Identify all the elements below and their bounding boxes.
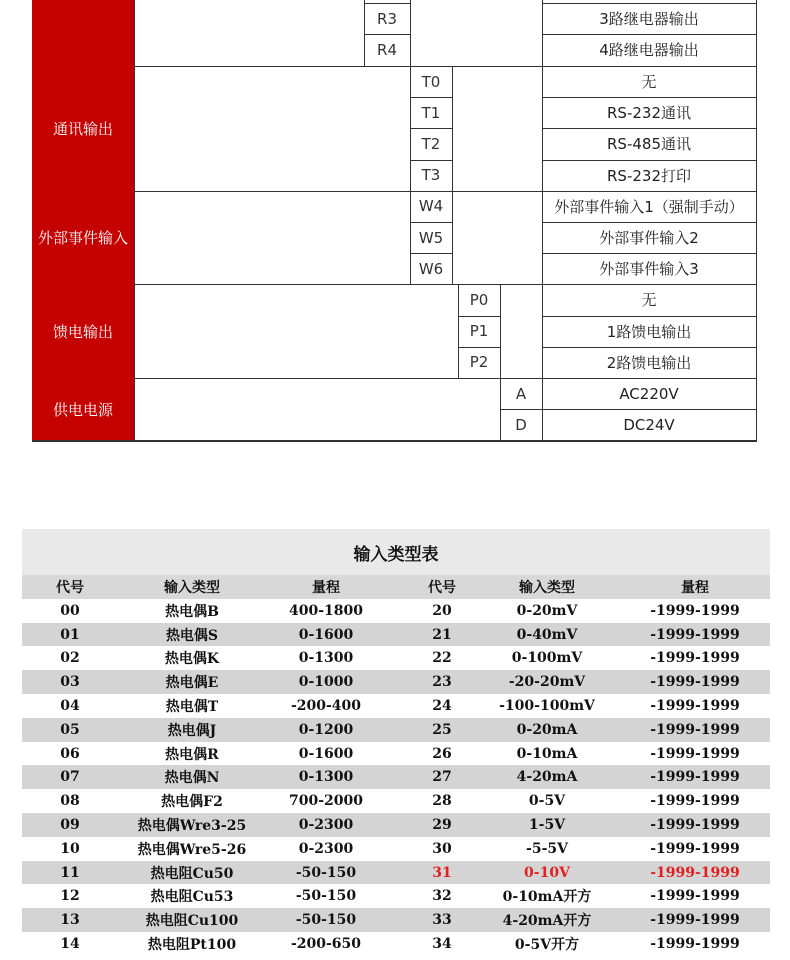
table-cell: 31 [432,864,452,881]
table-row [22,718,770,742]
table-cell: 热电偶R [165,746,219,763]
grid-line [134,284,135,378]
column-header: 量程 [312,580,340,596]
grid-line [134,66,756,67]
table-row [22,623,770,647]
table-cell: 4-20mA开方 [502,913,592,930]
grid-line [364,0,365,66]
desc-r3: 3路继电器输出 [599,10,699,29]
grid-line [410,97,452,98]
table-cell: 20 [432,602,452,619]
table-cell: 33 [432,912,452,929]
code-p2: P2 [469,353,489,372]
table-cell: 热电偶Wre3-25 [137,818,247,834]
code-w5: W5 [418,228,444,247]
table-cell: 400-1800 [289,602,363,619]
table-cell: 08 [60,793,80,810]
grid-line [364,3,410,4]
table-cell: 12 [60,888,80,905]
grid-line [410,66,411,191]
grid-line [756,378,757,440]
group-label-3: 供电电源 [32,378,134,440]
table-cell: 04 [60,698,80,714]
grid-line [134,191,756,192]
table-cell: -1999-1999 [650,840,740,857]
table-cell: -50-150 [295,912,357,929]
desc-p0: 无 [641,291,657,310]
code-r4: R4 [377,40,397,59]
grid-line [542,284,543,378]
grid-line [542,347,756,348]
grid-line [542,378,543,440]
table-cell: 27 [432,769,452,786]
table-row [22,956,770,960]
table-cell: 0-5V开方 [514,937,580,953]
table-cell: 26 [432,745,452,762]
table-row [22,789,770,813]
grid-line [542,34,756,35]
grid-line [134,0,135,66]
table-cell: 700-2000 [289,793,363,810]
table-row [22,742,770,766]
table-row [22,670,770,694]
grid-line [542,3,756,4]
table-cell: 10 [60,840,80,857]
code-t1: T1 [421,103,441,122]
table-cell: 0-10mA [516,745,578,762]
code-d: D [515,415,527,434]
grid-line [542,0,543,66]
table-row [22,932,770,956]
table-cell: 热电偶K [164,651,220,668]
grid-line [542,66,543,191]
table-cell: 00 [60,602,80,619]
grid-line [410,0,411,66]
table-cell: -1999-1999 [650,698,740,714]
table-cell: 热电偶Wre5-26 [137,841,247,858]
input-table-title: 输入类型表 [353,544,439,565]
desc-t1: RS-232通讯 [607,104,691,123]
grid-line [542,409,756,410]
grid-line [134,378,756,379]
table-cell: 热电阻Pt100 [147,937,237,953]
table-row [22,694,770,718]
table-cell: 29 [432,817,452,833]
code-w4: W4 [418,197,444,216]
table-cell: 0-20mV [516,602,578,619]
code-p0: P0 [469,290,489,309]
table-cell: 0-5V [528,793,566,810]
desc-w6: 外部事件输入3 [599,260,699,279]
code-a: A [515,384,527,403]
table-cell: 0-1600 [298,626,354,643]
column-header: 量程 [681,580,709,596]
code-p1: P1 [469,322,489,341]
table-cell: 0-1600 [298,745,354,762]
column-header: 输入类型 [164,580,220,596]
table-cell: 0-100mV [511,650,583,667]
table-cell: 05 [60,721,80,738]
grid-line [542,316,756,317]
table-cell: -1999-1999 [650,864,740,881]
table-cell: 热电偶E [165,675,219,692]
code-table [0,0,790,450]
desc-p1: 1路馈电输出 [606,322,692,341]
table-cell: 0-10mA开方 [502,889,592,906]
table-row [22,837,770,861]
table-cell: -200-650 [290,936,362,952]
group-label-1: 外部事件输入 [32,191,134,285]
table-cell: 0-2300 [298,840,354,857]
group-label-relay [32,0,134,66]
desc-w5: 外部事件输入2 [599,229,699,248]
grid-line [134,284,756,285]
code-t2: T2 [421,134,441,153]
table-cell: -1999-1999 [650,888,740,905]
table-cell: -50-150 [295,864,357,881]
grid-line [542,160,756,161]
grid-line [458,284,459,378]
desc-t2: RS-485通讯 [607,135,691,154]
grid-line [134,191,135,285]
table-cell: -1999-1999 [650,769,740,786]
table-cell: 03 [60,674,80,691]
table-cell: 0-2300 [298,817,354,833]
desc-r4: 4路继电器输出 [599,41,699,60]
table-cell: -1999-1999 [650,936,740,952]
table-cell: 02 [60,650,80,667]
table-cell: 0-1200 [298,721,354,738]
table-cell: 01 [60,626,80,643]
group-label-2: 馈电输出 [32,284,134,378]
table-bottom-border [32,440,757,442]
grid-line [542,222,756,223]
table-cell: 0-10V [524,864,570,881]
desc-t0: 无 [641,73,657,92]
table-cell: -200-400 [290,698,362,714]
code-t3: T3 [421,166,441,185]
table-row [22,861,770,885]
table-cell: 09 [60,817,80,833]
table-cell: 11 [60,864,80,881]
grid-line [542,97,756,98]
table-row [22,908,770,932]
table-cell: 热电阻Cu53 [150,889,234,906]
table-row [22,813,770,837]
table-cell: -1999-1999 [650,602,740,619]
table-row [22,765,770,789]
table-cell: 1-5V [528,817,566,833]
input-type-table [22,529,770,960]
grid-line [410,160,452,161]
table-cell: 0-20mA [516,721,578,738]
grid-line [542,128,756,129]
table-cell: 06 [60,745,80,762]
grid-line [134,378,135,440]
grid-line [756,0,757,66]
table-cell: -1999-1999 [650,745,740,762]
table-cell: 32 [432,888,452,905]
table-cell: -1999-1999 [650,626,740,643]
desc-d: DC24V [623,415,675,434]
group-label-0: 通讯输出 [32,66,134,191]
table-cell: -20-20mV [508,674,586,691]
grid-line [500,284,501,378]
column-header: 代号 [56,580,84,596]
table-row [22,884,770,908]
table-cell: -1999-1999 [650,912,740,929]
column-header: 输入类型 [519,580,575,596]
table-cell: 25 [432,721,452,738]
table-cell: -50-150 [295,888,357,905]
table-cell: 4-20mA [516,769,578,786]
table-cell: -1999-1999 [650,817,740,833]
table-cell: -5-5V [526,840,568,857]
table-cell: 0-1300 [298,769,354,786]
table-cell: -1999-1999 [650,650,740,667]
table-cell: 热电偶B [165,603,219,620]
table-cell: -1999-1999 [650,674,740,691]
grid-line [364,34,410,35]
desc-t3: RS-232打印 [607,166,691,185]
table-cell: 热电偶N [164,770,220,787]
table-cell: 0-40mV [516,626,578,643]
table-cell: 0-1000 [298,674,354,691]
grid-line [756,284,757,378]
table-cell: -100-100mV [499,698,595,714]
grid-line [756,66,757,191]
grid-line [500,409,542,410]
desc-w4: 外部事件输入1（强制手动） [554,197,744,216]
column-header: 代号 [428,580,456,596]
table-cell: -1999-1999 [650,721,740,738]
grid-line [756,191,757,285]
grid-line [542,253,756,254]
table-cell: 热电偶T [165,699,219,715]
table-cell: 热电偶F2 [161,794,223,811]
grid-line [452,191,453,285]
code-r3: R3 [377,9,397,28]
table-cell: 24 [432,698,452,714]
grid-line [134,66,135,191]
grid-line [542,191,543,285]
table-cell: 30 [432,840,452,857]
table-row [22,646,770,670]
table-header-row [22,575,770,599]
code-w6: W6 [418,259,444,278]
grid-line [410,191,411,285]
table-cell: 13 [60,912,80,929]
grid-line [410,128,452,129]
grid-line [452,66,453,191]
table-cell: 28 [432,793,452,810]
table-row [22,599,770,623]
table-cell: 热电阻Cu50 [150,865,234,882]
table-cell: 07 [60,769,80,786]
table-cell: 14 [60,936,80,952]
grid-line [500,378,501,440]
table-cell: 21 [432,626,452,643]
table-cell: 0-1300 [298,650,354,667]
table-cell: 34 [432,936,452,952]
grid-line [458,347,500,348]
grid-line [410,253,452,254]
table-cell: 热电阻Cu100 [145,913,239,930]
table-cell: 23 [432,674,452,691]
table-cell: 热电偶J [167,722,217,739]
table-cell: 热电偶S [165,627,219,644]
desc-a: AC220V [619,384,679,403]
table-cell: -1999-1999 [650,793,740,810]
code-t0: T0 [421,72,441,91]
desc-p2: 2路馈电输出 [606,353,692,372]
table-cell: 22 [432,650,452,667]
grid-line [458,316,500,317]
grid-line [410,222,452,223]
